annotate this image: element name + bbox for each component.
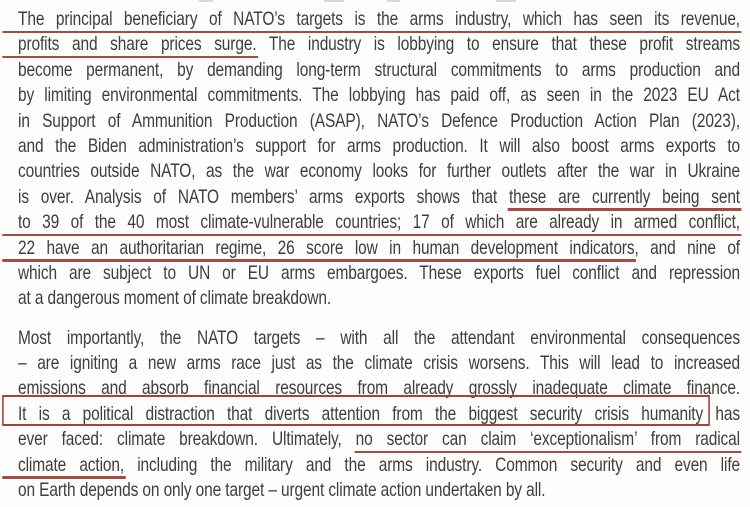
text-segment: become permanent, by demanding long-term structural commitments to arms production and <box>18 58 740 81</box>
text-line <box>18 453 740 478</box>
cropped-line-remnant <box>496 0 516 2</box>
text-segment: in Support of Ammunition Production (ASAP), NATO’s Defence Production Action Plan (2023), <box>18 109 740 132</box>
text-line <box>18 236 740 261</box>
underlined-phrase: profits and share prices surge. <box>18 33 257 56</box>
text-line <box>18 32 740 57</box>
text-segment: ever faced: climate breakdown. Ultimately, <box>18 428 356 451</box>
text-line <box>18 185 740 210</box>
cropped-line-remnant <box>199 0 213 2</box>
text-segment: countries outside NATO, as the war economy looks for further outlets after the war in Ukraine <box>18 160 740 183</box>
underlined-phrase: 22 have an authoritarian regime, 26 score low in human development indicators <box>18 236 635 259</box>
boxed-phrase: It is a political distraction that diverts attention from the biggest security crisis humanity <box>18 402 704 425</box>
text-line <box>18 210 740 235</box>
underlined-phrase: no sector can claim ‘exceptionalism’ from radical <box>355 428 740 451</box>
text-segment: The industry is lobbying to ensure that these profit streams <box>256 33 740 56</box>
paragraph-2 <box>18 326 740 504</box>
underlined-phrase: The principal beneficiary of NATO’s targets is the arms industry, which has seen its revenue, <box>18 8 740 30</box>
text-line <box>18 351 740 376</box>
text-line <box>18 58 740 83</box>
text-line <box>18 134 740 159</box>
cropped-line-remnant <box>387 0 400 2</box>
text-line <box>18 478 740 503</box>
underlined-phrase: these are currently being sent <box>508 185 740 208</box>
text-segment: , and nine of <box>634 236 740 259</box>
text-line <box>18 286 740 311</box>
text-segment: Most importantly, the NATO targets – with all the attendant environmental consequences <box>18 326 740 349</box>
text-line <box>18 83 740 108</box>
article-text <box>18 7 740 503</box>
text-segment: on Earth depends on only one target – urgent climate action undertaken by all. <box>18 479 546 502</box>
text-line <box>18 427 740 452</box>
text-segment: emissions and absorb financial resources from already grossly inadequate climate finance. <box>18 377 740 400</box>
text-line <box>18 7 740 32</box>
text-segment: including the military and the arms industry. Common security and even life <box>124 453 740 476</box>
text-line <box>18 326 740 351</box>
underlined-phrase: to 39 of the 40 most climate-vulnerable countries; 17 of which are already in armed conflict, <box>18 211 740 234</box>
text-segment: at a dangerous moment of climate breakdown. <box>18 287 332 310</box>
underlined-phrase: climate action, <box>18 453 125 476</box>
paragraph-1 <box>18 7 740 312</box>
text-line <box>18 261 740 286</box>
text-line <box>18 109 740 134</box>
text-segment: and the Biden administration’s support for arms production. It will also boost arms exports to <box>18 134 740 157</box>
text-segment: is over. Analysis of NATO members’ arms exports shows that <box>18 185 509 208</box>
cropped-line-remnant <box>324 0 344 2</box>
text-segment: – are igniting a new arms race just as the climate crisis worsens. This will lead to increased <box>18 352 740 375</box>
text-segment: which are subject to UN or EU arms embargoes. These exports fuel conflict and repression <box>18 261 740 284</box>
text-line <box>18 402 740 427</box>
text-segment: by limiting environmental commitments. The lobbying has paid off, as seen in the 2023 EU Act <box>18 84 740 107</box>
text-segment: has <box>703 402 740 425</box>
text-line <box>18 159 740 184</box>
